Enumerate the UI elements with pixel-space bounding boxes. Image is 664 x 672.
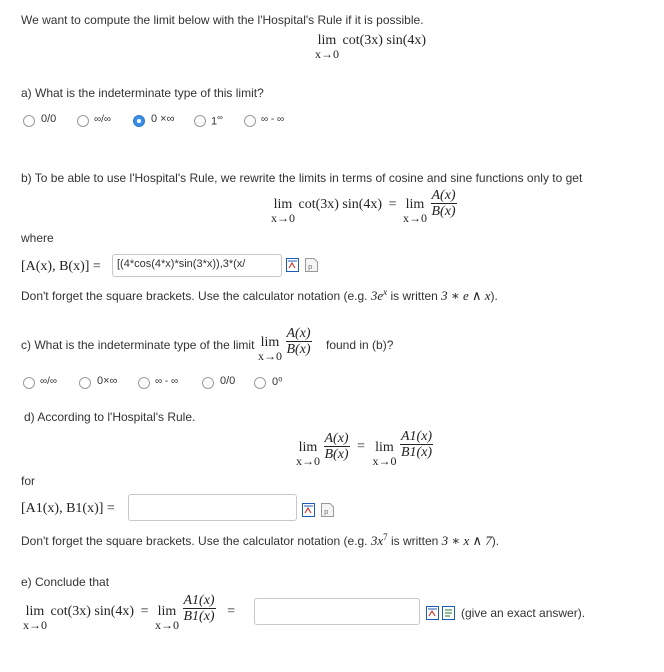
- part-b-doc-icon[interactable]: [305, 258, 318, 272]
- part-a-label-inf-minus-inf: ∞ - ∞: [261, 114, 285, 125]
- part-b-equation: lim x→0 cot(3x) sin(4x) = lim x→0 $\frac{A(x)}{B(x)}$: [271, 188, 456, 225]
- part-c-label-inf-minus-inf: ∞ - ∞: [155, 376, 179, 387]
- part-c-radio-0-0[interactable]: [202, 377, 214, 389]
- part-c-label-inf-inf: ∞/∞: [40, 376, 58, 387]
- svg-text:p: p: [324, 508, 329, 516]
- part-e-answer-input[interactable]: [254, 598, 420, 625]
- part-c-radio-0-times-inf[interactable]: [79, 377, 91, 389]
- main-limit: lim x→0 cot(3x) sin(4x): [315, 33, 427, 61]
- intro-text: We want to compute the limit below with the l'Hospital's Rule if it is possible.: [21, 13, 424, 27]
- part-d-preview-icon[interactable]: [302, 503, 315, 517]
- part-e-question: e) Conclude that: [21, 575, 110, 589]
- part-e-equation: lim x→0 cot(3x) sin(4x) = lim x→0 $\frac{A1(x)}{B1(x)}$ =: [23, 593, 235, 632]
- part-b-pair-label: [A(x), B(x)] =: [21, 259, 101, 274]
- part-d-answer-input[interactable]: [128, 494, 297, 521]
- svg-text:p: p: [308, 263, 313, 271]
- part-a-question: a) What is the indeterminate type of this limit?: [21, 86, 264, 100]
- part-d-hint: Don't forget the square brackets. Use the calculator notation (e.g. $3x^7$ is written 3 ∗ x ∧ 7).: [21, 532, 500, 548]
- part-e-doc-icon[interactable]: [442, 606, 455, 620]
- part-b-hint: Don't forget the square brackets. Use the calculator notation (e.g. $3e^x$ is written 3 ∗ e ∧ x).: [21, 287, 498, 303]
- part-b-preview-icon[interactable]: [286, 258, 299, 272]
- part-e-note: (give an exact answer).: [461, 606, 586, 620]
- part-e-preview-icon[interactable]: [426, 606, 439, 620]
- part-c-limit: lim x→0 $\frac{A(x)}{B(x)}$: [258, 326, 311, 363]
- part-a-label-inf-inf: ∞/∞: [94, 114, 112, 125]
- part-c-radio-inf-inf[interactable]: [23, 377, 35, 389]
- part-c-question: c) What is the indeterminate type of the limit: [21, 338, 255, 352]
- part-d-equation: lim x→0 $\frac{A(x)}{B(x)}$ = lim x→0 $\frac{A1(x)}{B1(x)}$: [296, 429, 433, 468]
- part-c-question-post: found in (b)?: [326, 338, 394, 352]
- part-a-label-0-0: 0/0: [41, 113, 57, 125]
- part-a-radio-0-times-inf[interactable]: [133, 115, 145, 127]
- part-b-answer-input[interactable]: [(4*cos(4*x)*sin(3*x)),3*(x/: [112, 254, 282, 277]
- part-b-question: b) To be able to use l'Hospital's Rule, we rewrite the limits in terms of cosine and sine functions only to get: [21, 171, 583, 185]
- part-a-radio-inf-minus-inf[interactable]: [244, 115, 256, 127]
- part-a-radio-1-inf[interactable]: [194, 115, 206, 127]
- part-c-label-0-0: 0/0: [220, 375, 236, 387]
- part-a-label-1-inf: 1∞: [211, 113, 223, 128]
- part-c-radio-inf-minus-inf[interactable]: [138, 377, 150, 389]
- part-c-label-0-pow-0: 0⁰: [272, 376, 283, 388]
- part-c-radio-0-pow-0[interactable]: [254, 377, 266, 389]
- main-limit-expr: cot(3x) sin(4x): [342, 33, 427, 48]
- part-d-for: for: [21, 474, 36, 488]
- part-d-pair-label: [A1(x), B1(x)] =: [21, 501, 115, 516]
- part-c-label-0-times-inf: 0×∞: [97, 375, 118, 387]
- part-a-radio-0-0[interactable]: [23, 115, 35, 127]
- part-a-radio-inf-inf[interactable]: [77, 115, 89, 127]
- part-d-question: d) According to l'Hospital's Rule.: [24, 410, 196, 424]
- part-d-doc-icon[interactable]: [321, 503, 334, 517]
- part-b-where: where: [21, 231, 54, 245]
- part-a-label-0-times-inf: 0 ×∞: [151, 113, 175, 125]
